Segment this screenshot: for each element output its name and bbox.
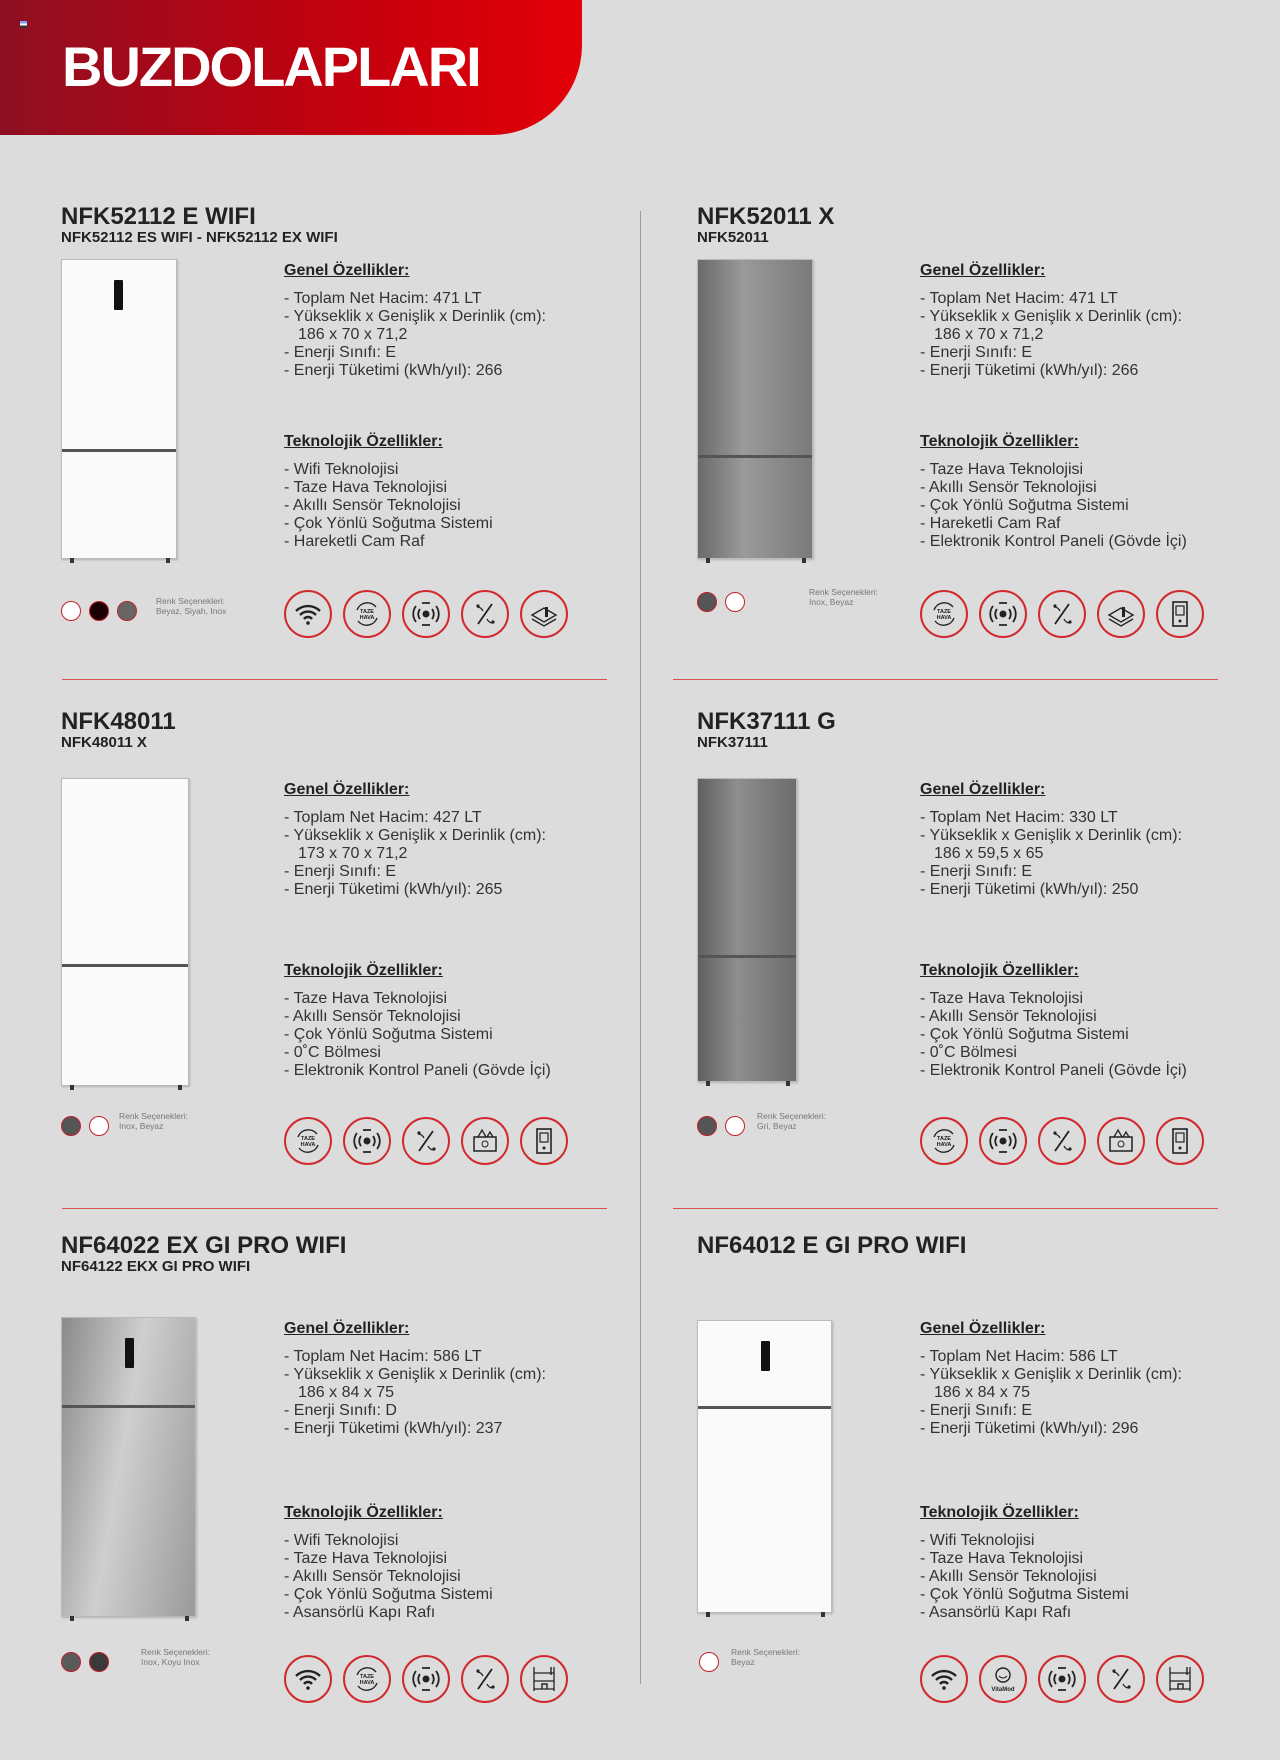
fridge-foot [70, 558, 74, 563]
tech-line: - Taze Hava Teknolojisi [920, 1550, 1084, 1567]
spec-line: - Toplam Net Hacim: 471 LT [284, 290, 482, 307]
feature-icons [920, 1655, 1204, 1703]
taze-hava-icon [343, 1655, 391, 1703]
color-swatch[interactable] [61, 1116, 81, 1136]
spec-line: - Enerji Sınıfı: E [920, 863, 1033, 880]
tech-line: - Çok Yönlü Soğutma Sistemi [920, 497, 1129, 514]
spec-line: - Yükseklik x Genişlik x Derinlik (cm): [284, 308, 546, 325]
svg-text:HAVA: HAVA [936, 1142, 952, 1148]
color-options-label [757, 1111, 826, 1131]
tech-line: - Çok Yönlü Soğutma Sistemi [284, 1026, 493, 1043]
display-panel [761, 1341, 770, 1371]
color-swatch[interactable] [89, 1116, 109, 1136]
svg-text:HAVA: HAVA [300, 1142, 316, 1148]
product-model: NF64012 E GI PRO WIFI [697, 1232, 967, 1259]
spec-line: - Enerji Tüketimi (kWh/yıl): 265 [284, 881, 503, 898]
spec-line: - Toplam Net Hacim: 471 LT [920, 290, 1118, 307]
fridge-foot [706, 558, 710, 563]
tech-line: - Taze Hava Teknolojisi [920, 990, 1084, 1007]
multi-flow-icon [1038, 590, 1086, 638]
color-options-title: Renk Seçenekleri: [809, 587, 878, 597]
spec-line: - Enerji Tüketimi (kWh/yıl): 266 [284, 362, 503, 379]
tech-line: - 0˚C Bölmesi [284, 1044, 381, 1061]
zero-degree-icon [1097, 1117, 1145, 1165]
product-model: NF64022 EX GI PRO WIFI [61, 1232, 347, 1259]
smart-sensor-icon [979, 1117, 1027, 1165]
tech-line: - Akıllı Sensör Teknolojisi [920, 479, 1097, 496]
door-split [698, 455, 812, 458]
spec-line: - Enerji Tüketimi (kWh/yıl): 250 [920, 881, 1139, 898]
tech-specs [284, 433, 493, 551]
door-split [698, 955, 796, 958]
fridge-image [697, 1320, 832, 1613]
tech-line: - Elektronik Kontrol Paneli (Gövde İçi) [920, 1062, 1187, 1079]
smart-sensor-icon [402, 1655, 450, 1703]
feature-icons [920, 1117, 1204, 1165]
spec-line: - Yükseklik x Genişlik x Derinlik (cm): [284, 1366, 546, 1383]
product-card [61, 708, 621, 1208]
spec-line: 186 x 84 x 75 [934, 1384, 1031, 1401]
feature-icons [284, 590, 568, 638]
spec-line: - Enerji Tüketimi (kWh/yıl): 237 [284, 1420, 503, 1437]
general-specs-title: Genel Özellikler: [284, 262, 410, 279]
color-swatches [61, 1652, 109, 1672]
spec-line: - Yükseklik x Genişlik x Derinlik (cm): [284, 827, 546, 844]
general-specs [284, 262, 546, 380]
spec-line: 186 x 70 x 71,2 [298, 326, 408, 343]
feature-icons [920, 590, 1204, 638]
multi-flow-icon [1097, 1655, 1145, 1703]
svg-text:TAZE: TAZE [937, 1136, 951, 1142]
fridge-foot [166, 558, 170, 563]
product-variants: NFK52112 ES WIFI - NFK52112 EX WIFI [61, 229, 338, 246]
feature-icons [284, 1117, 568, 1165]
color-swatch[interactable] [117, 601, 137, 621]
svg-text:HAVA: HAVA [359, 615, 375, 621]
color-options-label [809, 587, 878, 607]
tech-specs-title: Teknolojik Özellikler: [284, 962, 443, 979]
wifi-icon [920, 1655, 968, 1703]
tech-line: - Asansörlü Kapı Rafı [284, 1604, 436, 1621]
color-swatch[interactable] [89, 601, 109, 621]
color-swatch[interactable] [89, 1652, 109, 1672]
product-model: NFK48011 [61, 708, 176, 735]
tech-line: - Akıllı Sensör Teknolojisi [284, 1568, 461, 1585]
tech-specs [920, 1504, 1129, 1622]
smart-sensor-icon [979, 590, 1027, 638]
spec-line: - Enerji Tüketimi (kWh/yıl): 296 [920, 1420, 1139, 1437]
color-swatch[interactable] [61, 601, 81, 621]
color-options-list: Beyaz, Siyah, Inox [156, 606, 227, 616]
color-swatch[interactable] [697, 592, 717, 612]
svg-text:TAZE: TAZE [937, 609, 951, 615]
tech-line: - Taze Hava Teknolojisi [284, 990, 448, 1007]
multi-flow-icon [1038, 1117, 1086, 1165]
general-specs-title: Genel Özellikler: [920, 262, 1046, 279]
general-specs [284, 781, 546, 899]
display-panel [125, 1338, 134, 1368]
tech-specs-title: Teknolojik Özellikler: [284, 433, 443, 450]
spec-line: - Enerji Sınıfı: E [284, 344, 397, 361]
spec-line: - Toplam Net Hacim: 586 LT [284, 1348, 482, 1365]
door-split [62, 1405, 195, 1408]
door-split [62, 964, 188, 967]
tech-specs [920, 433, 1187, 551]
tech-specs [920, 962, 1187, 1080]
row-divider [673, 1208, 1218, 1209]
general-specs-title: Genel Özellikler: [284, 781, 410, 798]
color-options-title: Renk Seçenekleri: [757, 1111, 826, 1121]
tech-line: - Akıllı Sensör Teknolojisi [284, 497, 461, 514]
multi-flow-icon [461, 590, 509, 638]
color-options-label [141, 1647, 210, 1667]
tech-line: - Wifi Teknolojisi [284, 1532, 399, 1549]
product-variants: NFK37111 [697, 734, 768, 751]
product-card [61, 1232, 621, 1732]
fridge-image [697, 259, 813, 559]
color-options-title: Renk Seçenekleri: [156, 596, 225, 606]
color-swatches [697, 592, 745, 612]
general-specs [284, 1320, 546, 1438]
color-options-label [156, 596, 226, 616]
color-swatch[interactable] [61, 1652, 81, 1672]
general-specs-title: Genel Özellikler: [920, 781, 1046, 798]
fridge-foot [70, 1616, 74, 1621]
tech-line: - Çok Yönlü Soğutma Sistemi [920, 1026, 1129, 1043]
spec-line: - Enerji Sınıfı: E [284, 863, 397, 880]
color-swatch[interactable] [699, 1652, 719, 1672]
vitamod-icon [979, 1655, 1027, 1703]
fridge-foot [706, 1081, 710, 1086]
product-variants: NFK48011 X [61, 734, 147, 751]
tech-line: - Hareketli Cam Raf [284, 533, 425, 550]
tech-line: - Çok Yönlü Soğutma Sistemi [284, 1586, 493, 1603]
color-options-list: Inox, Koyu Inox [141, 1657, 200, 1667]
spec-line: 186 x 70 x 71,2 [934, 326, 1044, 343]
feature-icons [284, 1655, 568, 1703]
door-split [62, 449, 176, 452]
color-swatches [61, 1116, 109, 1136]
general-specs-title: Genel Özellikler: [284, 1320, 410, 1337]
color-options-list: Beyaz [731, 1657, 755, 1667]
color-options-list: Inox, Beyaz [119, 1121, 164, 1131]
control-panel-icon [1156, 1117, 1204, 1165]
tech-specs [284, 962, 551, 1080]
control-panel-icon [1156, 590, 1204, 638]
product-card [697, 203, 1257, 703]
flag-icon [20, 21, 27, 28]
display-panel [114, 280, 123, 310]
fridge-image [61, 259, 177, 559]
fridge-image [61, 1317, 196, 1617]
color-options-list: Inox, Beyaz [809, 597, 854, 607]
fridge-image [61, 778, 189, 1086]
tech-line: - Akıllı Sensör Teknolojisi [920, 1008, 1097, 1025]
svg-text:TAZE: TAZE [360, 1674, 374, 1680]
spec-line: - Toplam Net Hacim: 586 LT [920, 1348, 1118, 1365]
tech-line: - Taze Hava Teknolojisi [284, 479, 448, 496]
svg-text:TAZE: TAZE [301, 1136, 315, 1142]
glass-shelf-icon [1097, 590, 1145, 638]
tech-specs-title: Teknolojik Özellikler: [920, 962, 1079, 979]
taze-hava-icon [920, 590, 968, 638]
spec-line: - Enerji Sınıfı: E [920, 1402, 1033, 1419]
spec-line: - Yükseklik x Genişlik x Derinlik (cm): [920, 308, 1182, 325]
tech-line: - Wifi Teknolojisi [284, 461, 399, 478]
product-model: NFK52011 X [697, 203, 835, 230]
glass-shelf-icon [520, 590, 568, 638]
color-options-list: Gri, Beyaz [757, 1121, 797, 1131]
color-options-title: Renk Seçenekleri: [119, 1111, 188, 1121]
color-swatch[interactable] [725, 1116, 745, 1136]
spec-line: - Toplam Net Hacim: 427 LT [284, 809, 482, 826]
fridge-foot [178, 1085, 182, 1090]
color-options-label [731, 1647, 800, 1667]
tech-line: - Asansörlü Kapı Rafı [920, 1604, 1072, 1621]
multi-flow-icon [402, 1117, 450, 1165]
product-variants: NF64122 EKX GI PRO WIFI [61, 1258, 251, 1275]
row-divider [62, 1208, 607, 1209]
fridge-foot [786, 1081, 790, 1086]
smart-sensor-icon [402, 590, 450, 638]
svg-text:VitaMod: VitaMod [991, 1687, 1015, 1693]
product-card [697, 1232, 1257, 1732]
smart-sensor-icon [343, 1117, 391, 1165]
tech-line: - Çok Yönlü Soğutma Sistemi [284, 515, 493, 532]
tech-specs-title: Teknolojik Özellikler: [284, 1504, 443, 1521]
tech-specs [284, 1504, 493, 1622]
page-header [0, 0, 582, 135]
tech-line: - 0˚C Bölmesi [920, 1044, 1017, 1061]
general-specs [920, 1320, 1182, 1438]
page-title: BUZDOLAPLARI [62, 35, 480, 98]
wifi-icon [284, 1655, 332, 1703]
control-panel-icon [520, 1117, 568, 1165]
product-model: NFK52112 E WIFI [61, 203, 256, 230]
color-options-title: Renk Seçenekleri: [141, 1647, 210, 1657]
svg-text:TAZE: TAZE [360, 609, 374, 615]
tech-line: - Elektronik Kontrol Paneli (Gövde İçi) [284, 1062, 551, 1079]
spec-line: 186 x 59,5 x 65 [934, 845, 1044, 862]
spec-line: - Yükseklik x Genişlik x Derinlik (cm): [920, 1366, 1182, 1383]
fridge-foot [185, 1616, 189, 1621]
product-card [61, 203, 621, 703]
svg-text:HAVA: HAVA [936, 615, 952, 621]
color-swatches [61, 601, 137, 621]
product-variants: NFK52011 [697, 229, 769, 246]
tech-line: - Elektronik Kontrol Paneli (Gövde İçi) [920, 533, 1187, 550]
color-options-label [119, 1111, 188, 1131]
multi-flow-icon [461, 1655, 509, 1703]
taze-hava-icon [920, 1117, 968, 1165]
general-specs [920, 262, 1182, 380]
tech-line: - Taze Hava Teknolojisi [920, 461, 1084, 478]
tech-specs-title: Teknolojik Özellikler: [920, 433, 1079, 450]
tech-line: - Taze Hava Teknolojisi [284, 1550, 448, 1567]
color-swatch[interactable] [725, 592, 745, 612]
color-swatches [697, 1116, 745, 1136]
elevator-shelf-icon [520, 1655, 568, 1703]
tech-specs-title: Teknolojik Özellikler: [920, 1504, 1079, 1521]
product-card [697, 708, 1257, 1208]
spec-line: 186 x 84 x 75 [298, 1384, 395, 1401]
color-options-title: Renk Seçenekleri: [731, 1647, 800, 1657]
column-divider [640, 211, 641, 1684]
tech-line: - Akıllı Sensör Teknolojisi [920, 1568, 1097, 1585]
wifi-icon [284, 590, 332, 638]
spec-line: - Yükseklik x Genişlik x Derinlik (cm): [920, 827, 1182, 844]
product-model: NFK37111 G [697, 708, 836, 735]
tech-line: - Hareketli Cam Raf [920, 515, 1061, 532]
fridge-foot [706, 1612, 710, 1617]
spec-line: - Enerji Sınıfı: D [284, 1402, 397, 1419]
spec-line: - Enerji Sınıfı: E [920, 344, 1033, 361]
tech-line: - Wifi Teknolojisi [920, 1532, 1035, 1549]
elevator-shelf-icon [1156, 1655, 1204, 1703]
spec-line: - Enerji Tüketimi (kWh/yıl): 266 [920, 362, 1139, 379]
taze-hava-icon [343, 590, 391, 638]
fridge-foot [70, 1085, 74, 1090]
smart-sensor-icon [1038, 1655, 1086, 1703]
general-specs-title: Genel Özellikler: [920, 1320, 1046, 1337]
fridge-foot [802, 558, 806, 563]
spec-line: 173 x 70 x 71,2 [298, 845, 408, 862]
color-swatch[interactable] [697, 1116, 717, 1136]
taze-hava-icon [284, 1117, 332, 1165]
color-swatches [699, 1652, 719, 1672]
svg-text:HAVA: HAVA [359, 1680, 375, 1686]
zero-degree-icon [461, 1117, 509, 1165]
tech-line: - Çok Yönlü Soğutma Sistemi [920, 1586, 1129, 1603]
tech-line: - Akıllı Sensör Teknolojisi [284, 1008, 461, 1025]
fridge-image [697, 778, 797, 1082]
door-split [698, 1406, 831, 1409]
spec-line: - Toplam Net Hacim: 330 LT [920, 809, 1118, 826]
fridge-foot [821, 1612, 825, 1617]
general-specs [920, 781, 1182, 899]
